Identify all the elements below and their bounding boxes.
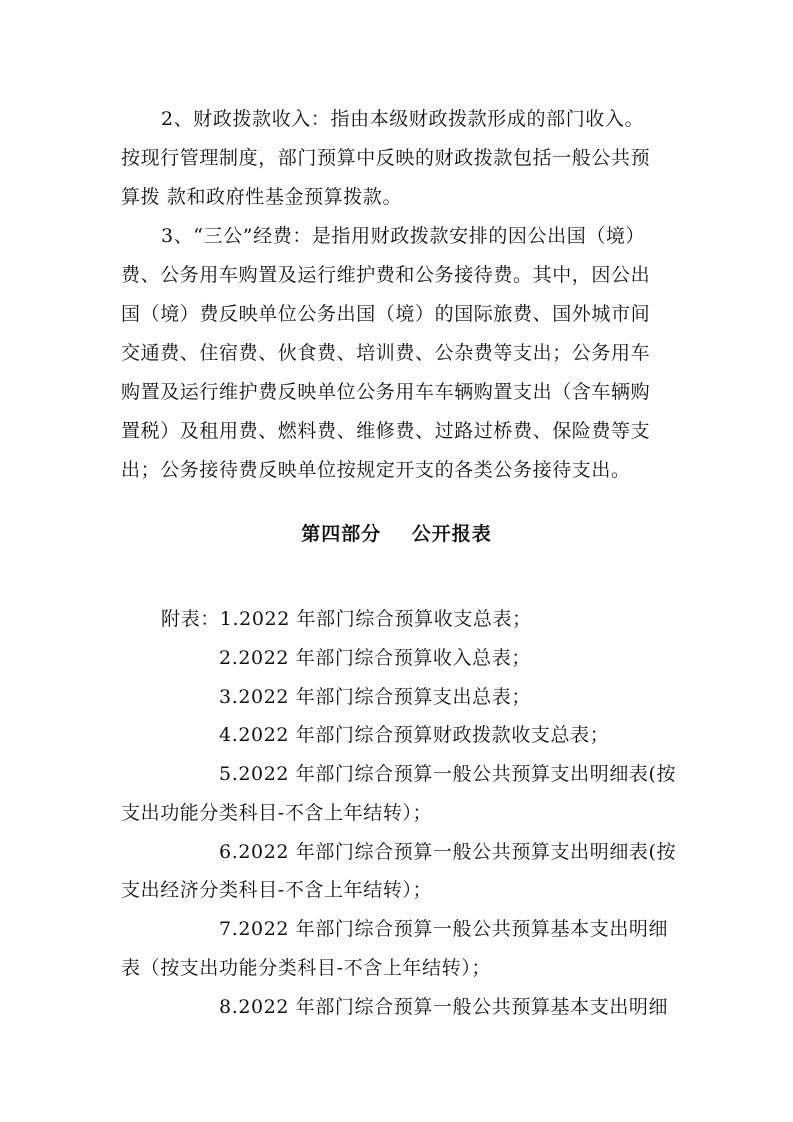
item3-line5: 购置及运行维护费反映单位公务用车车辆购置支出（含车辆购 xyxy=(121,381,651,403)
attachment-3: 3.2022 年部门综合预算支出总表； xyxy=(219,686,531,708)
item3-line3: 国（境）费反映单位公务出国（境）的国际旅费、国外城市间 xyxy=(121,303,651,325)
item2-line1: 2、财政拨款收入：指由本级财政拨款形成的部门收入。 xyxy=(161,108,645,130)
item3-line4: 交通费、住宿费、伙食费、培训费、公杂费等支出；公务用车 xyxy=(121,342,651,364)
attachment-5-line1: 5.2022 年部门综合预算一般公共预算支出明细表(按 xyxy=(219,763,677,785)
item3-line1: 3、“三公”经费：是指用财政拨款安排的因公出国（境） xyxy=(161,225,646,247)
attachment-5-line2: 支出功能分类科目-不含上年结转）； xyxy=(121,802,433,824)
attachment-6-line1: 6.2022 年部门综合预算一般公共预算支出明细表(按 xyxy=(219,841,677,863)
attachment-7-line1: 7.2022 年部门综合预算一般公共预算基本支出明细 xyxy=(219,918,669,940)
attachment-6-line2: 支出经济分类科目-不含上年结转）； xyxy=(121,879,433,901)
item3-line2: 费、公务用车购置及运行维护费和公务接待费。其中，因公出 xyxy=(121,264,651,286)
attachment-7-line2: 表（按支出功能分类科目-不含上年结转）； xyxy=(121,957,491,979)
item3-line6: 置税）及租用费、燃料费、维修费、过路过桥费、保险费等支 xyxy=(121,420,651,442)
attachment-8-line1: 8.2022 年部门综合预算一般公共预算基本支出明细 xyxy=(219,996,669,1018)
part4-heading: 第四部分 公开报表 xyxy=(301,523,492,545)
attachment-4: 4.2022 年部门综合预算财政拨款收支总表； xyxy=(219,724,610,746)
item3-line7: 出；公务接待费反映单位按规定开支的各类公务接待支出。 xyxy=(121,459,631,481)
attachment-2: 2.2022 年部门综合预算收入总表； xyxy=(219,647,531,669)
item2-line2: 按现行管理制度，部门预算中反映的财政拨款包括一般公共预 xyxy=(121,147,651,169)
attachment-1: 附表：1.2022 年部门综合预算收支总表； xyxy=(161,608,532,630)
item2-line3: 算拨 款和政府性基金预算拨款。 xyxy=(121,186,403,208)
